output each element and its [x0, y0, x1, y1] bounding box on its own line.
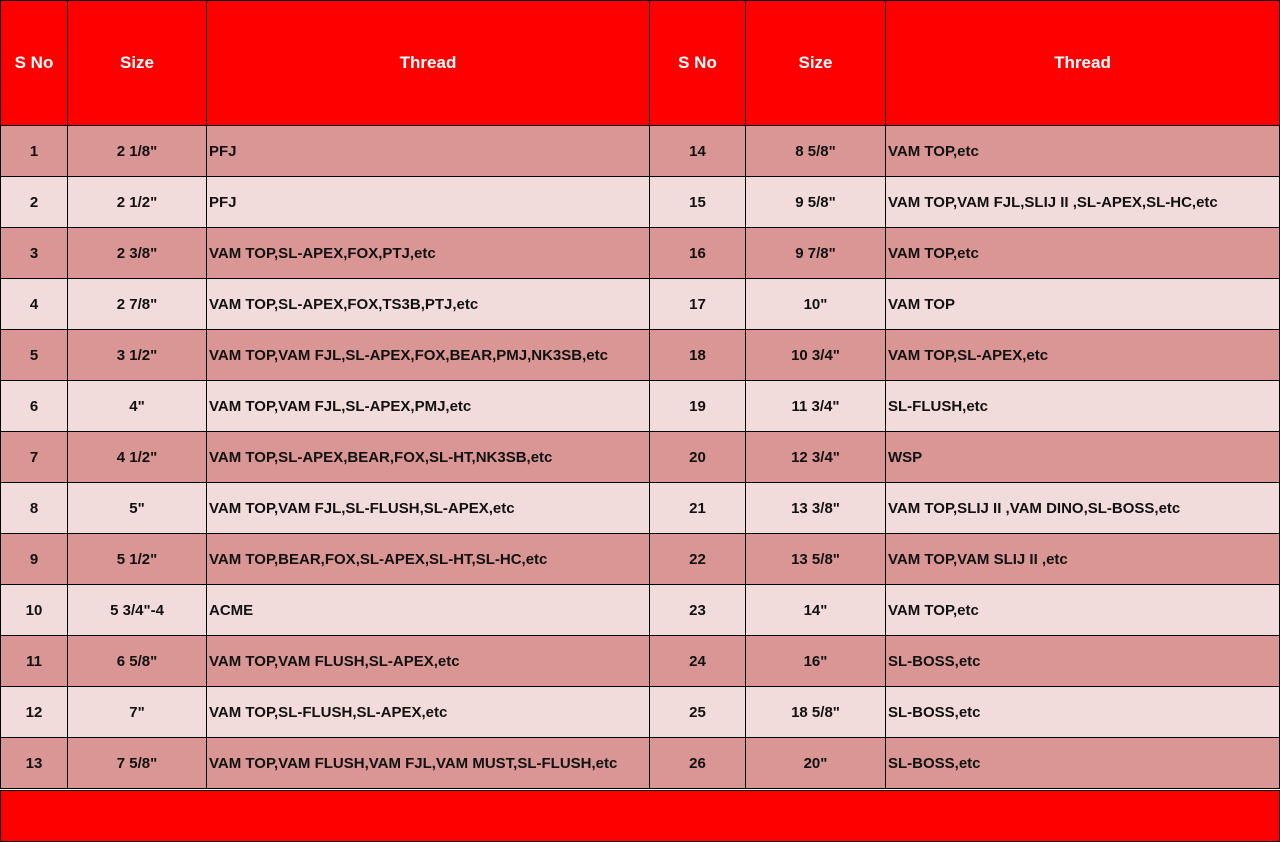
- header-thread-left: Thread: [207, 1, 650, 126]
- cell-thread-right[interactable]: VAM TOP: [886, 279, 1280, 330]
- cell-size-left[interactable]: 5": [68, 483, 207, 534]
- cell-thread-right[interactable]: SL-BOSS,etc: [886, 687, 1280, 738]
- cell-sno-left[interactable]: 7: [1, 432, 68, 483]
- cell-thread-right[interactable]: WSP: [886, 432, 1280, 483]
- cell-thread-right[interactable]: SL-BOSS,etc: [886, 636, 1280, 687]
- cell-thread-right[interactable]: VAM TOP,etc: [886, 585, 1280, 636]
- table-row: [1, 585, 1280, 636]
- table-body: [1, 126, 1280, 789]
- cell-thread-left[interactable]: ACME: [207, 585, 650, 636]
- cell-thread-right[interactable]: SL-FLUSH,etc: [886, 381, 1280, 432]
- table-row: [1, 228, 1280, 279]
- header-size-right: Size: [746, 1, 886, 126]
- footer-bar: [0, 790, 1280, 842]
- cell-size-right[interactable]: 10 3/4": [746, 330, 886, 381]
- cell-sno-right[interactable]: 21: [650, 483, 746, 534]
- cell-thread-left[interactable]: PFJ: [207, 126, 650, 177]
- cell-sno-right[interactable]: 18: [650, 330, 746, 381]
- cell-sno-left[interactable]: 6: [1, 381, 68, 432]
- header-sno-right: S No: [650, 1, 746, 126]
- cell-thread-left[interactable]: VAM TOP,SL-APEX,FOX,TS3B,PTJ,etc: [207, 279, 650, 330]
- cell-thread-right[interactable]: VAM TOP,SLIJ II ,VAM DINO,SL-BOSS,etc: [886, 483, 1280, 534]
- table-row: [1, 738, 1280, 789]
- cell-thread-right[interactable]: VAM TOP,etc: [886, 126, 1280, 177]
- cell-thread-left[interactable]: VAM TOP,BEAR,FOX,SL-APEX,SL-HT,SL-HC,etc: [207, 534, 650, 585]
- cell-size-right[interactable]: 9 7/8": [746, 228, 886, 279]
- cell-thread-left[interactable]: VAM TOP,VAM FJL,SL-FLUSH,SL-APEX,etc: [207, 483, 650, 534]
- cell-size-right[interactable]: 16": [746, 636, 886, 687]
- cell-sno-left[interactable]: 5: [1, 330, 68, 381]
- cell-sno-left[interactable]: 12: [1, 687, 68, 738]
- cell-sno-left[interactable]: 13: [1, 738, 68, 789]
- cell-thread-right[interactable]: VAM TOP,SL-APEX,etc: [886, 330, 1280, 381]
- cell-sno-right[interactable]: 24: [650, 636, 746, 687]
- cell-sno-left[interactable]: 9: [1, 534, 68, 585]
- cell-thread-right[interactable]: VAM TOP,VAM SLIJ II ,etc: [886, 534, 1280, 585]
- cell-sno-left[interactable]: 8: [1, 483, 68, 534]
- cell-size-left[interactable]: 2 7/8": [68, 279, 207, 330]
- cell-thread-left[interactable]: VAM TOP,VAM FLUSH,VAM FJL,VAM MUST,SL-FLUSH,etc: [207, 738, 650, 789]
- cell-size-right[interactable]: 14": [746, 585, 886, 636]
- cell-sno-left[interactable]: 1: [1, 126, 68, 177]
- table-row: [1, 534, 1280, 585]
- cell-size-left[interactable]: 2 1/8": [68, 126, 207, 177]
- cell-size-left[interactable]: 3 1/2": [68, 330, 207, 381]
- cell-thread-left[interactable]: VAM TOP,SL-APEX,FOX,PTJ,etc: [207, 228, 650, 279]
- cell-size-right[interactable]: 18 5/8": [746, 687, 886, 738]
- cell-size-left[interactable]: 2 1/2": [68, 177, 207, 228]
- header-row: [1, 1, 1280, 126]
- table-row: [1, 279, 1280, 330]
- cell-size-left[interactable]: 4 1/2": [68, 432, 207, 483]
- cell-sno-left[interactable]: 3: [1, 228, 68, 279]
- cell-size-right[interactable]: 11 3/4": [746, 381, 886, 432]
- cell-sno-right[interactable]: 19: [650, 381, 746, 432]
- cell-thread-left[interactable]: VAM TOP,SL-APEX,BEAR,FOX,SL-HT,NK3SB,etc: [207, 432, 650, 483]
- cell-thread-right[interactable]: VAM TOP,etc: [886, 228, 1280, 279]
- table-row: [1, 687, 1280, 738]
- cell-sno-right[interactable]: 20: [650, 432, 746, 483]
- cell-size-left[interactable]: 4": [68, 381, 207, 432]
- cell-thread-left[interactable]: VAM TOP,SL-FLUSH,SL-APEX,etc: [207, 687, 650, 738]
- cell-thread-right[interactable]: VAM TOP,VAM FJL,SLIJ II ,SL-APEX,SL-HC,etc: [886, 177, 1280, 228]
- cell-thread-left[interactable]: VAM TOP,VAM FJL,SL-APEX,PMJ,etc: [207, 381, 650, 432]
- table-row: [1, 177, 1280, 228]
- cell-sno-right[interactable]: 17: [650, 279, 746, 330]
- cell-size-right[interactable]: 8 5/8": [746, 126, 886, 177]
- header-sno-left: S No: [1, 1, 68, 126]
- cell-sno-left[interactable]: 10: [1, 585, 68, 636]
- cell-size-left[interactable]: 7": [68, 687, 207, 738]
- cell-thread-left[interactable]: VAM TOP,VAM FJL,SL-APEX,FOX,BEAR,PMJ,NK3SB,etc: [207, 330, 650, 381]
- cell-thread-right[interactable]: SL-BOSS,etc: [886, 738, 1280, 789]
- cell-size-left[interactable]: 5 3/4"-4: [68, 585, 207, 636]
- cell-sno-right[interactable]: 25: [650, 687, 746, 738]
- header-thread-right: Thread: [886, 1, 1280, 126]
- cell-size-right[interactable]: 13 3/8": [746, 483, 886, 534]
- cell-sno-right[interactable]: 26: [650, 738, 746, 789]
- cell-size-left[interactable]: 5 1/2": [68, 534, 207, 585]
- cell-sno-right[interactable]: 14: [650, 126, 746, 177]
- header-size-left: Size: [68, 1, 207, 126]
- cell-sno-left[interactable]: 2: [1, 177, 68, 228]
- table-row: [1, 636, 1280, 687]
- cell-thread-left[interactable]: VAM TOP,VAM FLUSH,SL-APEX,etc: [207, 636, 650, 687]
- cell-size-left[interactable]: 7 5/8": [68, 738, 207, 789]
- cell-sno-right[interactable]: 15: [650, 177, 746, 228]
- cell-size-left[interactable]: 6 5/8": [68, 636, 207, 687]
- cell-size-right[interactable]: 13 5/8": [746, 534, 886, 585]
- cell-size-right[interactable]: 20": [746, 738, 886, 789]
- cell-thread-left[interactable]: PFJ: [207, 177, 650, 228]
- cell-size-right[interactable]: 12 3/4": [746, 432, 886, 483]
- cell-sno-right[interactable]: 22: [650, 534, 746, 585]
- table-row: [1, 381, 1280, 432]
- table-row: [1, 432, 1280, 483]
- cell-sno-right[interactable]: 23: [650, 585, 746, 636]
- cell-size-right[interactable]: 10": [746, 279, 886, 330]
- cell-size-left[interactable]: 2 3/8": [68, 228, 207, 279]
- cell-sno-left[interactable]: 11: [1, 636, 68, 687]
- cell-sno-left[interactable]: 4: [1, 279, 68, 330]
- table-row: [1, 330, 1280, 381]
- cell-sno-right[interactable]: 16: [650, 228, 746, 279]
- cell-size-right[interactable]: 9 5/8": [746, 177, 886, 228]
- table-row: [1, 126, 1280, 177]
- table-row: [1, 483, 1280, 534]
